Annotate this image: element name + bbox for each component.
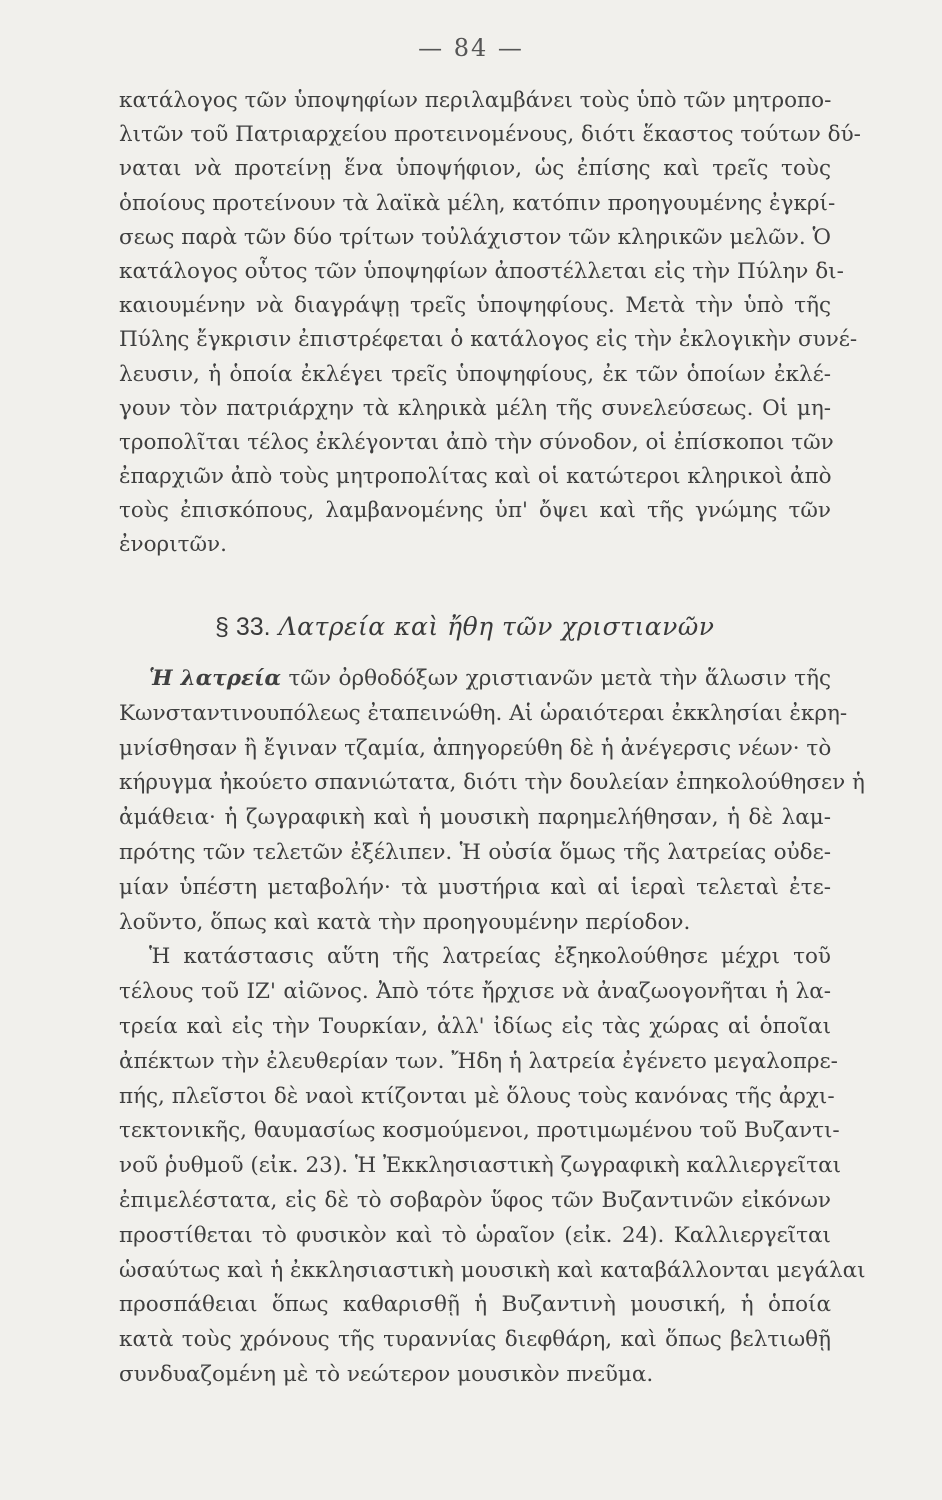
text-line: ἀπέκτων τὴν ἐλευθερίαν των. Ἤδη ἡ λατρεία ἐγένετο μεγαλοπρε- [119,1048,838,1074]
text-line: Πύλης ἔγκρισιν ἐπιστρέφεται ὁ κατάλογος εἰς τὴν ἐκλογικὴν συνέ- [119,327,858,353]
text-line: ἀμάθεια· ἡ ζωγραφικὴ καὶ ἡ μουσικὴ παρημελήθησαν, ἡ δὲ λαμ- [119,805,831,831]
text-line: συνδυαζομένη μὲ τὸ νεώτερον μουσικὸν πνεῦμα. [119,1361,654,1387]
text-line: ὡσαύτως καὶ ἡ ἐκκλησιαστικὴ μουσικὴ καὶ καταβάλλονται μεγάλαι [119,1257,866,1283]
text-line: Κωνσταντινουπόλεως ἐταπεινώθη. Αἱ ὡραιότεραι ἐκκλησίαι ἐκρη- [119,700,848,726]
text-line: τροπολῖται τέλος ἐκλέγονται ἀπὸ τὴν σύνοδον, οἱ ἐπίσκοποι τῶν [119,429,834,455]
text-line: μίαν ὑπέστη μεταβολήν· τὰ μυστήρια καὶ αἱ ἱεραὶ τελεταὶ ἐτε- [119,874,831,900]
paragraph-elections [119,84,861,563]
text-line: ἐπαρχιῶν ἀπὸ τοὺς μητροπολίτας καὶ οἱ κατώτεροι κληρικοὶ ἀπὸ [119,464,832,490]
text-line: ἐνοριτῶν. [119,532,227,558]
text-line: τοὺς ἐπισκόπους, λαμβανομένης ὑπ' ὄψει καὶ τῆς γνώμης τῶν [119,498,831,524]
text-line: κατάλογος οὗτος τῶν ὑποψηφίων ἀποστέλλεται εἰς τὴν Πύλην δι- [119,258,844,284]
page-number: — 84 — [418,34,524,62]
text-line: πής, πλεῖστοι δὲ ναοὶ κτίζονται μὲ ὅλους τοὺς κανόνας τῆς ἀρχι- [119,1083,835,1109]
text-line: πρότης τῶν τελετῶν ἐξέλιπεν. Ἡ οὐσία ὅμως τῆς λατρείας οὐδε- [119,839,831,865]
paragraph-lead: Ἡ λατρεία [149,666,282,691]
text-line-first [119,662,831,697]
paragraph-worship [119,662,866,1393]
text-line: Ἡ κατάστασις αὕτη τῆς λατρείας ἐξηκολούθησε μέχρι τοῦ [149,944,831,970]
text-line: νοῦ ῥυθμοῦ (εἰκ. 23). Ἡ Ἐκκλησιαστικὴ ζωγραφικὴ καλλιεργεῖται [119,1153,842,1179]
text-line: λιτῶν τοῦ Πατριαρχείου προτεινομένους, διότι ἕκαστος τούτων δύ- [119,122,861,148]
text-line: ἐπιμελέστατα, εἰς δὲ τὸ σοβαρὸν ὕφος τῶν Βυζαντινῶν εἰκόνων [119,1187,831,1213]
text-line: λευσιν, ἡ ὁποία ἐκλέγει τρεῖς ὑποψηφίους, ἐκ τῶν ὁποίων ἐκλέ- [119,361,831,387]
text-line: καιουμένην νὰ διαγράψῃ τρεῖς ὑποψηφίους. Μετὰ τὴν ὑπὸ τῆς [119,293,831,319]
section-number: § 33. [215,613,271,641]
section-title: Λατρεία καὶ ἤθη τῶν χριστιανῶν [278,612,715,641]
text-line: κήρυγμα ἠκούετο σπανιώτατα, διότι τὴν δουλείαν ἐπηκολούθησεν ἡ [119,770,865,796]
paragraph-lead-rest: τῶν ὀρθοδόξων χριστιανῶν μετὰ τὴν ἅλωσιν τῆς [281,666,832,691]
text-line: λοῦντο, ὅπως καὶ κατὰ τὴν προηγουμένην περίοδον. [119,909,691,935]
text-line: τεκτονικῆς, θαυμασίως κοσμούμενοι, προτιμωμένου τοῦ Βυζαντι- [119,1118,840,1144]
text-line: ναται νὰ προτείνῃ ἕνα ὑποψήφιον, ὡς ἐπίσης καὶ τρεῖς τοὺς [119,156,831,182]
text-line: τρεία καὶ εἰς τὴν Τουρκίαν, ἀλλ' ἰδίως εἰς τὰς χώρας αἱ ὁποῖαι [119,1013,831,1039]
section-heading [215,612,714,642]
text-line: ὁποίους προτείνουν τὰ λαϊκὰ μέλη, κατόπιν προηγουμένης ἐγκρί- [119,190,836,216]
text-line: τέλους τοῦ ΙΖ' αἰῶνος. Ἀπὸ τότε ἤρχισε νὰ ἀναζωογονῆται ἡ λα- [119,979,831,1005]
text-line: κατὰ τοὺς χρόνους τῆς τυραννίας διεφθάρη, καὶ ὅπως βελτιωθῇ [119,1327,831,1353]
text-line: μνίσθησαν ἢ ἔγιναν τζαμία, ἀπηγορεύθη δὲ ἡ ἀνέγερσις νέων· τὸ [119,735,832,761]
text-line: κατάλογος τῶν ὑποψηφίων περιλαμβάνει τοὺς ὑπὸ τῶν μητροπο- [119,88,832,113]
text-line: προστίθεται τὸ φυσικὸν καὶ τὸ ὡραῖον (εἰκ. 24). Καλλιεργεῖται [119,1222,831,1248]
text-line: προσπάθειαι ὅπως καθαρισθῇ ἡ Βυζαντινὴ μουσική, ἡ ὁποία [119,1292,831,1318]
text-line: γουν τὸν πατριάρχην τὰ κληρικὰ μέλη τῆς συνελεύσεως. Οἱ μη- [119,395,831,421]
text-line: σεως παρὰ τῶν δύο τρίτων τοὐλάχιστον τῶν κληρικῶν μελῶν. Ὁ [119,224,831,250]
